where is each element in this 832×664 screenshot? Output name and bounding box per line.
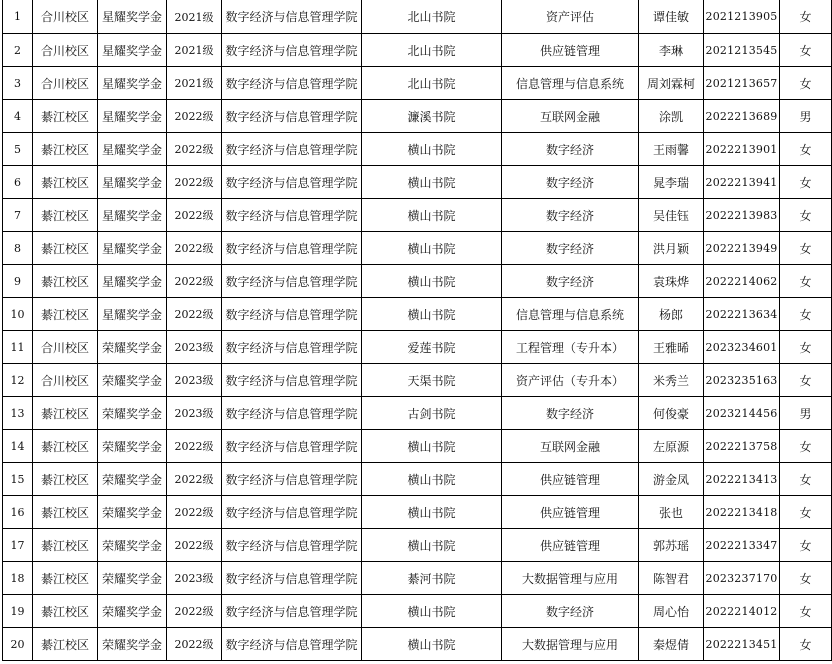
table-row bbox=[3, 67, 832, 100]
student-name-cell: 王雨馨 bbox=[639, 133, 704, 166]
college-cell: 数字经济与信息管理学院 bbox=[222, 0, 362, 34]
grade-cell: 2022级 bbox=[167, 430, 222, 463]
student-id-cell: 2022214012 bbox=[704, 595, 780, 628]
grade-cell: 2022级 bbox=[167, 595, 222, 628]
row-number-cell: 6 bbox=[3, 166, 33, 199]
row-number-cell: 1 bbox=[3, 0, 33, 34]
grade-cell: 2022级 bbox=[167, 496, 222, 529]
student-name-cell: 谭佳敏 bbox=[639, 0, 704, 34]
academy-cell: 爱莲书院 bbox=[362, 331, 502, 364]
row-number-cell: 19 bbox=[3, 595, 33, 628]
grade-cell: 2022级 bbox=[167, 628, 222, 661]
row-number-cell: 7 bbox=[3, 199, 33, 232]
academy-cell: 横山书院 bbox=[362, 529, 502, 562]
campus-cell: 綦江校区 bbox=[33, 595, 98, 628]
grade-cell: 2022级 bbox=[167, 265, 222, 298]
student-name-cell: 郭苏瑶 bbox=[639, 529, 704, 562]
student-name-cell: 李琳 bbox=[639, 34, 704, 67]
academy-cell: 横山书院 bbox=[362, 265, 502, 298]
gender-cell: 女 bbox=[780, 430, 832, 463]
grade-cell: 2023级 bbox=[167, 562, 222, 595]
grade-cell: 2021级 bbox=[167, 34, 222, 67]
gender-cell: 女 bbox=[780, 199, 832, 232]
row-number-cell: 18 bbox=[3, 562, 33, 595]
major-cell: 供应链管理 bbox=[502, 463, 639, 496]
campus-cell: 合川校区 bbox=[33, 34, 98, 67]
table-row bbox=[3, 496, 832, 529]
gender-cell: 女 bbox=[780, 232, 832, 265]
gender-cell: 女 bbox=[780, 0, 832, 34]
row-number-cell: 2 bbox=[3, 34, 33, 67]
college-cell: 数字经济与信息管理学院 bbox=[222, 265, 362, 298]
student-id-cell: 2022214062 bbox=[704, 265, 780, 298]
table-row bbox=[3, 463, 832, 496]
student-id-cell: 2022213418 bbox=[704, 496, 780, 529]
student-id-cell: 2021213657 bbox=[704, 67, 780, 100]
major-cell: 互联网金融 bbox=[502, 430, 639, 463]
gender-cell: 女 bbox=[780, 463, 832, 496]
campus-cell: 綦江校区 bbox=[33, 199, 98, 232]
student-name-cell: 晁李瑞 bbox=[639, 166, 704, 199]
major-cell: 数字经济 bbox=[502, 232, 639, 265]
student-id-cell: 2022213949 bbox=[704, 232, 780, 265]
gender-cell: 女 bbox=[780, 166, 832, 199]
gender-cell: 女 bbox=[780, 364, 832, 397]
college-cell: 数字经济与信息管理学院 bbox=[222, 34, 362, 67]
table-row bbox=[3, 133, 832, 166]
campus-cell: 綦江校区 bbox=[33, 298, 98, 331]
student-id-cell: 2021213545 bbox=[704, 34, 780, 67]
student-id-cell: 2023234601 bbox=[704, 331, 780, 364]
college-cell: 数字经济与信息管理学院 bbox=[222, 232, 362, 265]
grade-cell: 2022级 bbox=[167, 298, 222, 331]
student-id-cell: 2022213413 bbox=[704, 463, 780, 496]
major-cell: 供应链管理 bbox=[502, 34, 639, 67]
gender-cell: 女 bbox=[780, 298, 832, 331]
gender-cell: 女 bbox=[780, 331, 832, 364]
student-name-cell: 周心怡 bbox=[639, 595, 704, 628]
campus-cell: 合川校区 bbox=[33, 331, 98, 364]
major-cell: 大数据管理与应用 bbox=[502, 628, 639, 661]
student-id-cell: 2023235163 bbox=[704, 364, 780, 397]
campus-cell: 合川校区 bbox=[33, 67, 98, 100]
academy-cell: 綦河书院 bbox=[362, 562, 502, 595]
student-name-cell: 秦煜倩 bbox=[639, 628, 704, 661]
award-cell: 星耀奖学金 bbox=[98, 199, 167, 232]
table-row bbox=[3, 628, 832, 661]
student-id-cell: 2022213941 bbox=[704, 166, 780, 199]
academy-cell: 横山书院 bbox=[362, 430, 502, 463]
grade-cell: 2021级 bbox=[167, 67, 222, 100]
award-cell: 星耀奖学金 bbox=[98, 133, 167, 166]
award-cell: 星耀奖学金 bbox=[98, 100, 167, 133]
major-cell: 数字经济 bbox=[502, 397, 639, 430]
academy-cell: 横山书院 bbox=[362, 628, 502, 661]
student-name-cell: 袁珠烨 bbox=[639, 265, 704, 298]
row-number-cell: 9 bbox=[3, 265, 33, 298]
academy-cell: 北山书院 bbox=[362, 67, 502, 100]
academy-cell: 横山书院 bbox=[362, 298, 502, 331]
student-id-cell: 2022213451 bbox=[704, 628, 780, 661]
academy-cell: 濂溪书院 bbox=[362, 100, 502, 133]
grade-cell: 2022级 bbox=[167, 199, 222, 232]
grade-cell: 2023级 bbox=[167, 364, 222, 397]
row-number-cell: 13 bbox=[3, 397, 33, 430]
campus-cell: 合川校区 bbox=[33, 364, 98, 397]
major-cell: 供应链管理 bbox=[502, 496, 639, 529]
campus-cell: 綦江校区 bbox=[33, 100, 98, 133]
grade-cell: 2022级 bbox=[167, 100, 222, 133]
table-row bbox=[3, 0, 832, 34]
student-id-cell: 2022213689 bbox=[704, 100, 780, 133]
college-cell: 数字经济与信息管理学院 bbox=[222, 364, 362, 397]
major-cell: 供应链管理 bbox=[502, 529, 639, 562]
academy-cell: 天渠书院 bbox=[362, 364, 502, 397]
gender-cell: 女 bbox=[780, 265, 832, 298]
table-row bbox=[3, 364, 832, 397]
row-number-cell: 17 bbox=[3, 529, 33, 562]
campus-cell: 綦江校区 bbox=[33, 562, 98, 595]
student-name-cell: 陈智君 bbox=[639, 562, 704, 595]
award-cell: 星耀奖学金 bbox=[98, 232, 167, 265]
student-id-cell: 2022213634 bbox=[704, 298, 780, 331]
campus-cell: 綦江校区 bbox=[33, 628, 98, 661]
major-cell: 数字经济 bbox=[502, 265, 639, 298]
award-cell: 荣耀奖学金 bbox=[98, 463, 167, 496]
award-cell: 荣耀奖学金 bbox=[98, 562, 167, 595]
row-number-cell: 12 bbox=[3, 364, 33, 397]
gender-cell: 女 bbox=[780, 595, 832, 628]
student-id-cell: 2023214456 bbox=[704, 397, 780, 430]
student-name-cell: 何俊豪 bbox=[639, 397, 704, 430]
table-row bbox=[3, 166, 832, 199]
gender-cell: 女 bbox=[780, 529, 832, 562]
academy-cell: 横山书院 bbox=[362, 496, 502, 529]
major-cell: 大数据管理与应用 bbox=[502, 562, 639, 595]
grade-cell: 2022级 bbox=[167, 463, 222, 496]
college-cell: 数字经济与信息管理学院 bbox=[222, 298, 362, 331]
row-number-cell: 15 bbox=[3, 463, 33, 496]
table-row bbox=[3, 562, 832, 595]
student-id-cell: 2022213758 bbox=[704, 430, 780, 463]
grade-cell: 2022级 bbox=[167, 529, 222, 562]
row-number-cell: 20 bbox=[3, 628, 33, 661]
grade-cell: 2023级 bbox=[167, 397, 222, 430]
table-row bbox=[3, 100, 832, 133]
row-number-cell: 10 bbox=[3, 298, 33, 331]
grade-cell: 2022级 bbox=[167, 232, 222, 265]
award-cell: 荣耀奖学金 bbox=[98, 397, 167, 430]
campus-cell: 綦江校区 bbox=[33, 232, 98, 265]
grade-cell: 2021级 bbox=[167, 0, 222, 34]
student-name-cell: 张也 bbox=[639, 496, 704, 529]
student-name-cell: 米秀兰 bbox=[639, 364, 704, 397]
academy-cell: 横山书院 bbox=[362, 199, 502, 232]
award-cell: 星耀奖学金 bbox=[98, 0, 167, 34]
major-cell: 资产评估 bbox=[502, 0, 639, 34]
table-row bbox=[3, 397, 832, 430]
row-number-cell: 8 bbox=[3, 232, 33, 265]
college-cell: 数字经济与信息管理学院 bbox=[222, 595, 362, 628]
table-row bbox=[3, 298, 832, 331]
college-cell: 数字经济与信息管理学院 bbox=[222, 133, 362, 166]
college-cell: 数字经济与信息管理学院 bbox=[222, 199, 362, 232]
college-cell: 数字经济与信息管理学院 bbox=[222, 562, 362, 595]
campus-cell: 綦江校区 bbox=[33, 166, 98, 199]
gender-cell: 女 bbox=[780, 34, 832, 67]
gender-cell: 女 bbox=[780, 133, 832, 166]
college-cell: 数字经济与信息管理学院 bbox=[222, 463, 362, 496]
campus-cell: 綦江校区 bbox=[33, 265, 98, 298]
college-cell: 数字经济与信息管理学院 bbox=[222, 529, 362, 562]
college-cell: 数字经济与信息管理学院 bbox=[222, 496, 362, 529]
campus-cell: 綦江校区 bbox=[33, 529, 98, 562]
academy-cell: 横山书院 bbox=[362, 463, 502, 496]
campus-cell: 綦江校区 bbox=[33, 133, 98, 166]
award-cell: 星耀奖学金 bbox=[98, 67, 167, 100]
major-cell: 数字经济 bbox=[502, 166, 639, 199]
college-cell: 数字经济与信息管理学院 bbox=[222, 331, 362, 364]
student-id-cell: 2021213905 bbox=[704, 0, 780, 34]
grade-cell: 2023级 bbox=[167, 331, 222, 364]
major-cell: 数字经济 bbox=[502, 133, 639, 166]
gender-cell: 女 bbox=[780, 496, 832, 529]
award-cell: 荣耀奖学金 bbox=[98, 430, 167, 463]
award-cell: 荣耀奖学金 bbox=[98, 628, 167, 661]
scholarship-list-table bbox=[2, 0, 832, 661]
college-cell: 数字经济与信息管理学院 bbox=[222, 628, 362, 661]
grade-cell: 2022级 bbox=[167, 166, 222, 199]
award-cell: 星耀奖学金 bbox=[98, 265, 167, 298]
campus-cell: 綦江校区 bbox=[33, 463, 98, 496]
student-name-cell: 涂凯 bbox=[639, 100, 704, 133]
table-row bbox=[3, 529, 832, 562]
award-cell: 星耀奖学金 bbox=[98, 298, 167, 331]
student-name-cell: 洪月颖 bbox=[639, 232, 704, 265]
academy-cell: 横山书院 bbox=[362, 232, 502, 265]
academy-cell: 北山书院 bbox=[362, 34, 502, 67]
row-number-cell: 4 bbox=[3, 100, 33, 133]
student-id-cell: 2023237170 bbox=[704, 562, 780, 595]
table-row bbox=[3, 232, 832, 265]
table-row bbox=[3, 199, 832, 232]
table-row bbox=[3, 34, 832, 67]
campus-cell: 綦江校区 bbox=[33, 397, 98, 430]
student-name-cell: 吴佳钰 bbox=[639, 199, 704, 232]
award-cell: 荣耀奖学金 bbox=[98, 364, 167, 397]
award-cell: 星耀奖学金 bbox=[98, 34, 167, 67]
row-number-cell: 14 bbox=[3, 430, 33, 463]
college-cell: 数字经济与信息管理学院 bbox=[222, 100, 362, 133]
table-body bbox=[3, 0, 832, 661]
student-name-cell: 左原源 bbox=[639, 430, 704, 463]
college-cell: 数字经济与信息管理学院 bbox=[222, 67, 362, 100]
academy-cell: 横山书院 bbox=[362, 166, 502, 199]
major-cell: 工程管理（专升本） bbox=[502, 331, 639, 364]
campus-cell: 綦江校区 bbox=[33, 430, 98, 463]
student-id-cell: 2022213347 bbox=[704, 529, 780, 562]
major-cell: 互联网金融 bbox=[502, 100, 639, 133]
campus-cell: 綦江校区 bbox=[33, 496, 98, 529]
gender-cell: 男 bbox=[780, 100, 832, 133]
table-row bbox=[3, 331, 832, 364]
student-name-cell: 王雅晞 bbox=[639, 331, 704, 364]
award-cell: 荣耀奖学金 bbox=[98, 331, 167, 364]
table-row bbox=[3, 265, 832, 298]
award-cell: 荣耀奖学金 bbox=[98, 496, 167, 529]
major-cell: 信息管理与信息系统 bbox=[502, 67, 639, 100]
academy-cell: 横山书院 bbox=[362, 595, 502, 628]
row-number-cell: 3 bbox=[3, 67, 33, 100]
academy-cell: 北山书院 bbox=[362, 0, 502, 34]
major-cell: 信息管理与信息系统 bbox=[502, 298, 639, 331]
student-id-cell: 2022213983 bbox=[704, 199, 780, 232]
award-cell: 荣耀奖学金 bbox=[98, 529, 167, 562]
college-cell: 数字经济与信息管理学院 bbox=[222, 166, 362, 199]
college-cell: 数字经济与信息管理学院 bbox=[222, 430, 362, 463]
academy-cell: 横山书院 bbox=[362, 133, 502, 166]
student-name-cell: 周刘霖柯 bbox=[639, 67, 704, 100]
campus-cell: 合川校区 bbox=[33, 0, 98, 34]
gender-cell: 女 bbox=[780, 562, 832, 595]
row-number-cell: 11 bbox=[3, 331, 33, 364]
row-number-cell: 5 bbox=[3, 133, 33, 166]
grade-cell: 2022级 bbox=[167, 133, 222, 166]
table-row bbox=[3, 430, 832, 463]
award-cell: 星耀奖学金 bbox=[98, 166, 167, 199]
gender-cell: 女 bbox=[780, 628, 832, 661]
table-row bbox=[3, 595, 832, 628]
college-cell: 数字经济与信息管理学院 bbox=[222, 397, 362, 430]
student-name-cell: 游金凤 bbox=[639, 463, 704, 496]
major-cell: 资产评估（专升本） bbox=[502, 364, 639, 397]
award-cell: 荣耀奖学金 bbox=[98, 595, 167, 628]
student-id-cell: 2022213901 bbox=[704, 133, 780, 166]
student-name-cell: 杨郎 bbox=[639, 298, 704, 331]
gender-cell: 女 bbox=[780, 67, 832, 100]
row-number-cell: 16 bbox=[3, 496, 33, 529]
gender-cell: 男 bbox=[780, 397, 832, 430]
major-cell: 数字经济 bbox=[502, 199, 639, 232]
academy-cell: 古剑书院 bbox=[362, 397, 502, 430]
major-cell: 数字经济 bbox=[502, 595, 639, 628]
